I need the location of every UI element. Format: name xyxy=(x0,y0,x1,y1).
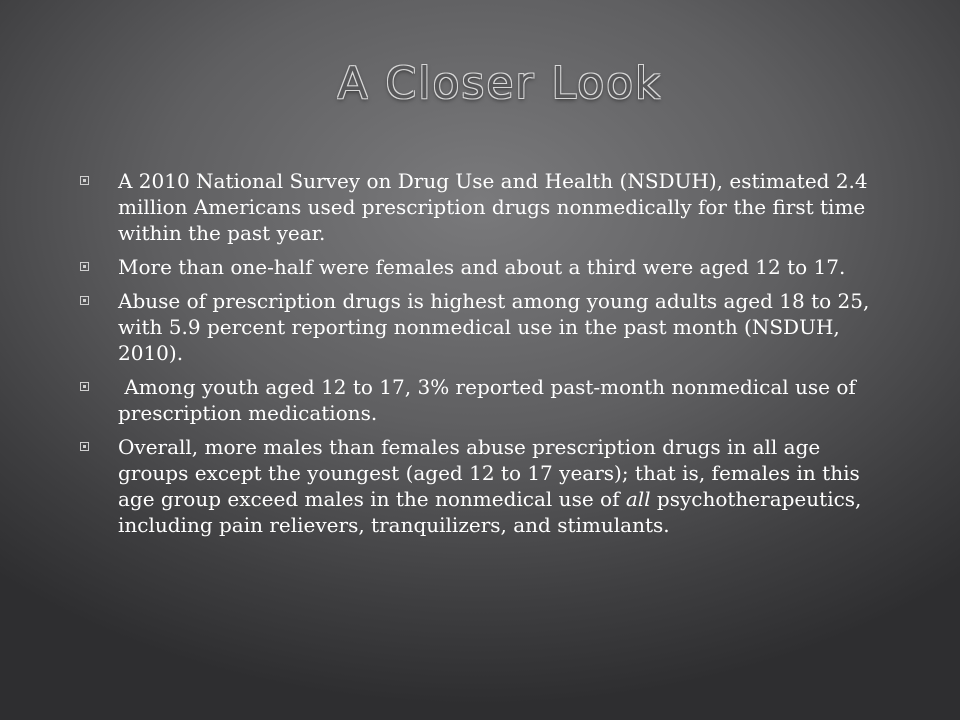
square-bullet-icon xyxy=(80,442,89,451)
square-bullet-icon xyxy=(80,176,89,185)
bullet-item xyxy=(80,434,895,538)
square-bullet-icon xyxy=(80,296,89,305)
bullet-text: Abuse of prescription drugs is highest among young adults aged 18 to 25, with 5.9 percent reporting nonmedical use in the past month (NSDUH, 2010). xyxy=(118,289,870,365)
square-bullet-icon xyxy=(80,262,89,271)
bullet-list xyxy=(80,168,895,546)
square-bullet-icon xyxy=(80,382,89,391)
bullet-text: More than one-half were females and about a third were aged 12 to 17. xyxy=(118,255,846,279)
bullet-text: Among youth aged 12 to 17, 3% reported past-month nonmedical use of prescription medications. xyxy=(118,375,856,425)
bullet-emphasis: all xyxy=(625,487,651,511)
slide-title: A Closer Look xyxy=(337,58,663,109)
bullet-item xyxy=(80,254,895,280)
bullet-item xyxy=(80,374,895,426)
bullet-text: A 2010 National Survey on Drug Use and Health (NSDUH), estimated 2.4 million Americans used prescription drugs nonmedically for the first time within the past year. xyxy=(118,169,868,245)
bullet-text-after: psychotherapeutics, including pain relievers, tranquilizers, and stimulants. xyxy=(118,487,862,537)
bullet-text-before: Overall, more males than females abuse prescription drugs in all age groups except the youngest (aged 12 to 17 years); that is, females in this age group exceed males in the nonmedical use of xyxy=(118,435,860,511)
bullet-item xyxy=(80,168,895,246)
bullet-item xyxy=(80,288,895,366)
